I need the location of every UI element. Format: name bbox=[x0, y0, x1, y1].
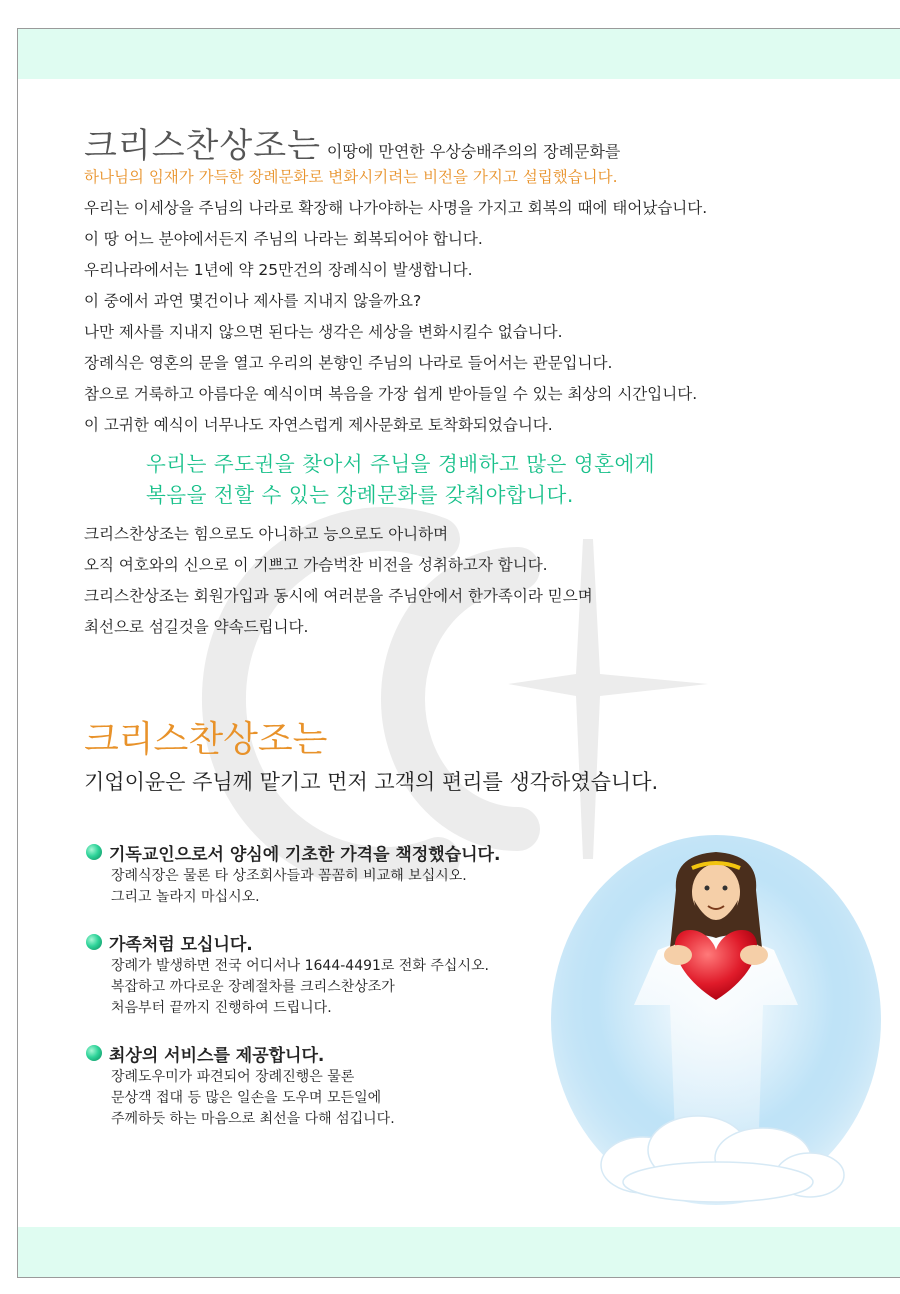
values-title: 크리스찬상조는 bbox=[84, 719, 328, 760]
values-section bbox=[84, 716, 864, 800]
feature-list bbox=[86, 838, 566, 1150]
intro-line: 하나님의 임재가 가득한 장례문화로 변화시키려는 비전을 가지고 설립했습니다. bbox=[84, 168, 618, 186]
top-band bbox=[18, 29, 900, 79]
feature-line: 주께하듯 하는 마음으로 최선을 다해 섬깁니다. bbox=[111, 1111, 395, 1127]
bottom-band bbox=[18, 1227, 900, 1277]
feature-item bbox=[86, 838, 566, 908]
feature-title: 기독교인으로서 양심에 기초한 가격을 책정했습니다. bbox=[109, 844, 501, 865]
feature-line: 장례식장은 물론 타 상조회사들과 꼼꼼히 비교해 보십시오. bbox=[111, 868, 467, 884]
intro-line: 이 고귀한 예식이 너무나도 자연스럽게 제사문화로 토착화되었습니다. bbox=[84, 416, 553, 434]
feature-line: 문상객 접대 등 많은 일손을 도우며 모든일에 bbox=[111, 1090, 382, 1106]
green-orb-bullet-icon bbox=[86, 934, 102, 950]
intro-line: 나만 제사를 지내지 않으면 된다는 생각은 세상을 변화시킬수 없습니다. bbox=[84, 323, 563, 341]
feature-item bbox=[86, 928, 566, 1019]
green-orb-bullet-icon bbox=[86, 844, 102, 860]
quote-line: 복음을 전할 수 있는 장례문화를 갖춰야합니다. bbox=[146, 483, 574, 507]
feature-title: 가족처럼 모십니다. bbox=[109, 934, 253, 955]
green-orb-bullet-icon bbox=[86, 1045, 102, 1061]
closing-line: 크리스찬상조는 힘으로도 아니하고 능으로도 아니하며 bbox=[84, 525, 449, 543]
intro-line: 장례식은 영혼의 문을 열고 우리의 본향인 주님의 나라로 들어서는 관문입니다. bbox=[84, 354, 613, 372]
mission-quote bbox=[146, 449, 864, 511]
intro-line: 참으로 거룩하고 아름다운 예식이며 복음을 가장 쉽게 받아들일 수 있는 최상의 시간입니다. bbox=[84, 385, 698, 403]
feature-title: 최상의 서비스를 제공합니다. bbox=[109, 1045, 325, 1066]
feature-line: 장례도우미가 파견되어 장례진행은 물론 bbox=[111, 1069, 355, 1085]
closing-line: 크리스찬상조는 회원가입과 동시에 여러분을 주님안에서 한가족이라 믿으며 bbox=[84, 587, 593, 605]
quote-line: 우리는 주도권을 찾아서 주님을 경배하고 많은 영혼에게 bbox=[146, 452, 656, 476]
values-subtitle: 기업이윤은 주님께 맡기고 먼저 고객의 편리를 생각하였습니다. bbox=[84, 770, 659, 794]
intro-line: 이 땅 어느 분야에서든지 주님의 나라는 회복되어야 합니다. bbox=[84, 230, 483, 248]
closing-line: 오직 여호와의 신으로 이 기쁘고 가슴벅찬 비전을 성취하고자 합니다. bbox=[84, 556, 548, 574]
intro-line: 이 중에서 과연 몇건이나 제사를 지내지 않을까요? bbox=[84, 292, 422, 310]
feature-line: 처음부터 끝까지 진행하여 드립니다. bbox=[111, 1000, 332, 1016]
intro-line: 우리나라에서는 1년에 약 25만건의 장례식이 발생합니다. bbox=[84, 261, 473, 279]
feature-line: 장례가 발생하면 전국 어디서나 1644-4491로 전화 주십시오. bbox=[111, 958, 489, 974]
feature-line: 복잡하고 까다로운 장례절차를 크리스찬상조가 bbox=[111, 979, 395, 995]
feature-line: 그리고 놀라지 마십시오. bbox=[111, 889, 260, 905]
intro-line: 우리는 이세상을 주님의 나라로 확장해 나가야하는 사명을 가지고 회복의 때에 태어났습니다. bbox=[84, 199, 708, 217]
feature-item bbox=[86, 1039, 566, 1130]
intro-section bbox=[84, 118, 864, 643]
intro-title-tail: 이땅에 만연한 우상숭배주의의 장례문화를 bbox=[326, 142, 621, 161]
closing-line: 최선으로 섬길것을 약속드립니다. bbox=[84, 618, 309, 636]
intro-headline bbox=[84, 118, 864, 166]
jesus-holding-heart-illustration bbox=[548, 830, 883, 1210]
intro-title: 크리스찬상조는 bbox=[84, 126, 321, 166]
